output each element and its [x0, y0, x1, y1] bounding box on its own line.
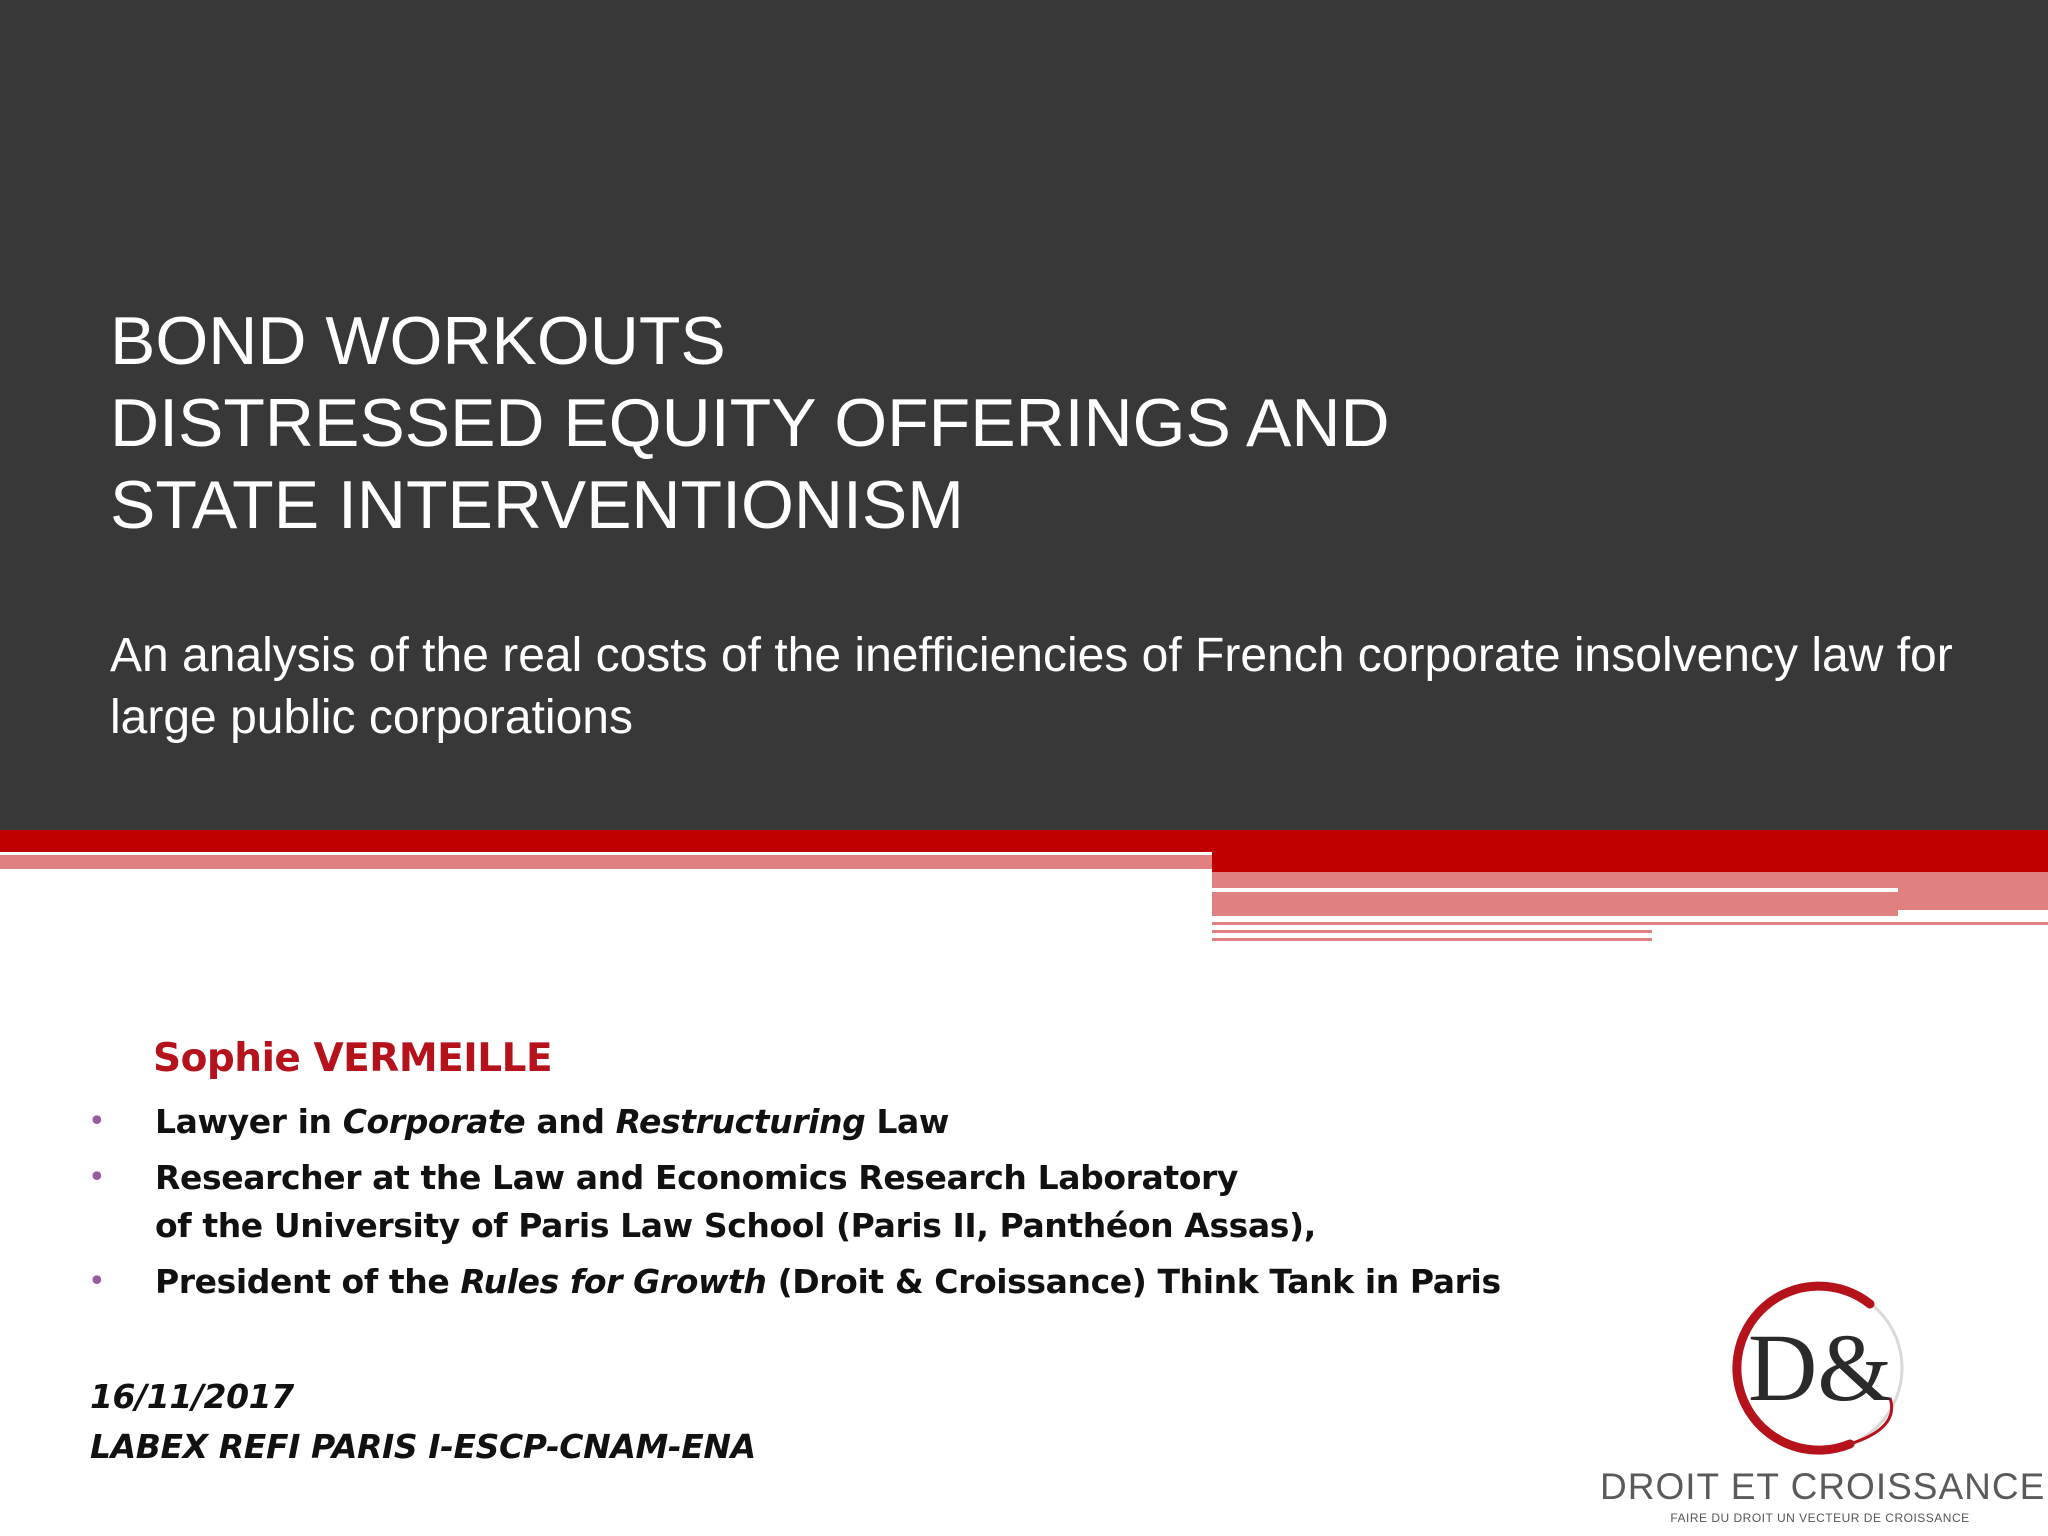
- presentation-meta: [90, 1372, 756, 1472]
- red-stripe: [0, 830, 2048, 852]
- pink-thin-line-3: [1212, 938, 1652, 941]
- title-line-3: STATE INTERVENTIONISM: [110, 467, 964, 543]
- list-item: • Lawyer in Corporate and Restructuring Law: [88, 1098, 1501, 1146]
- slide-title: [110, 300, 1390, 546]
- presentation-date: 16/11/2017: [90, 1377, 294, 1416]
- bullet-icon: •: [88, 1104, 106, 1139]
- pink-stripe-mid: [1212, 892, 1898, 916]
- monogram-icon: [1600, 1278, 2040, 1468]
- logo-tagline: FAIRE DU DROIT UN VECTEUR DE CROISSANCE: [1670, 1511, 1970, 1525]
- logo-name: DROIT ET CROISSANCE: [1600, 1466, 2046, 1507]
- slide-subtitle: An analysis of the real costs of the inefficiencies of French corporate insolvency law for large public corporations: [110, 629, 1953, 744]
- title-line-2: DISTRESSED EQUITY OFFERINGS AND: [110, 385, 1390, 461]
- red-stripe-right: [1212, 852, 2048, 872]
- author-name: Sophie VERMEILLE: [153, 1036, 553, 1081]
- pink-stripe-left: [0, 855, 1212, 869]
- pink-thin-line-1: [1212, 922, 2048, 925]
- event-name: LABEX REFI PARIS I-ESCP-CNAM-ENA: [90, 1427, 756, 1466]
- list-item: • President of the Rules for Growth (Droit & Croissance) Think Tank in Paris: [88, 1258, 1501, 1306]
- title-line-1: BOND WORKOUTS: [110, 303, 726, 379]
- bullet-icon: •: [88, 1160, 106, 1195]
- pink-stripe-end: [1898, 888, 2048, 910]
- pink-stripe-right: [1212, 872, 2048, 888]
- bullet-icon: •: [88, 1264, 106, 1299]
- svg-text:D&: D&: [1748, 1314, 1892, 1421]
- pink-thin-line-2: [1212, 930, 1652, 933]
- list-item: • Researcher at the Law and Economics Research Laboratory of the University of Paris Law School (Paris II, Panthéon Assas),: [88, 1154, 1501, 1250]
- droit-et-croissance-logo: [1600, 1278, 2046, 1528]
- author-credentials-list: [88, 1098, 1501, 1314]
